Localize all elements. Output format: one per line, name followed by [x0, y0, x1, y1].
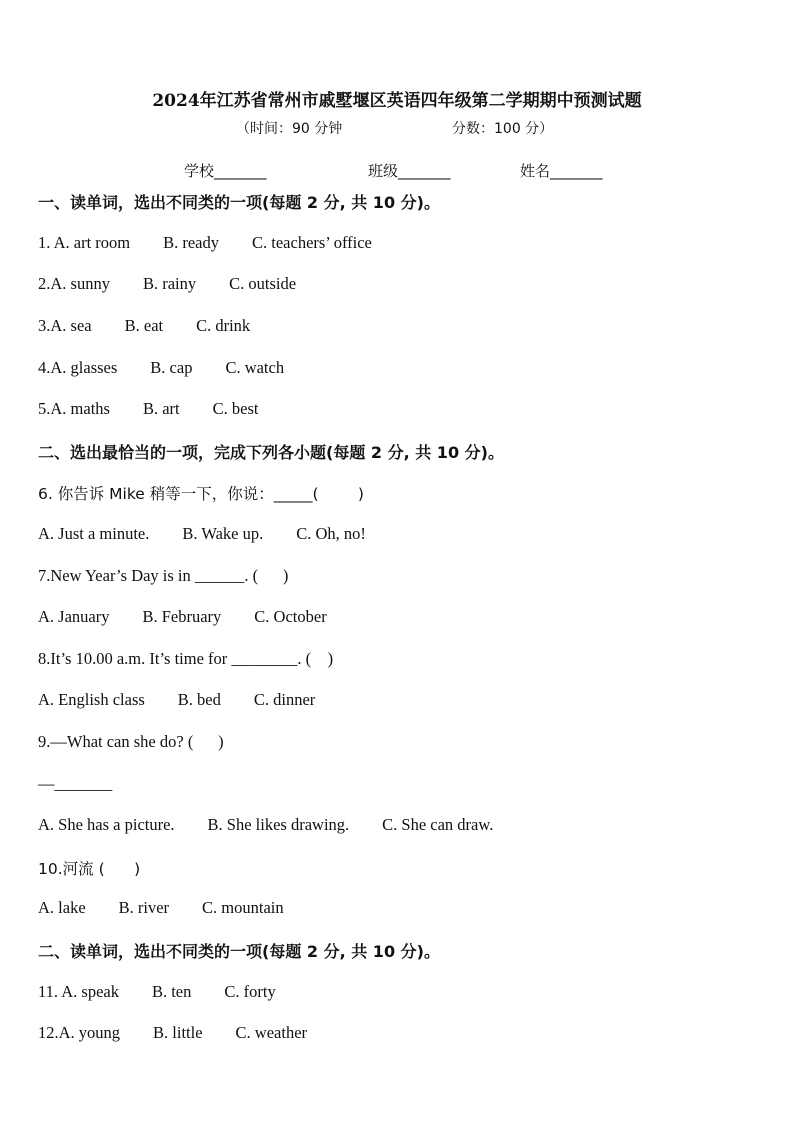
question-12: 12.A. young B. little C. weather — [38, 1023, 308, 1042]
class-field: 班级_______ — [368, 162, 451, 180]
question-11: 11. A. speak B. ten C. forty — [38, 982, 276, 1001]
question-7-options: A. January B. February C. October — [38, 607, 327, 626]
question-8: 8.It’s 10.00 a.m. It’s time for ________. ( ) — [38, 649, 334, 668]
question-10-options: A. lake B. river C. mountain — [38, 898, 284, 917]
section-heading-2: 二、选出最恰当的一项，完成下列各小题(每题 2 分, 共 10 分)。 — [38, 443, 504, 462]
question-7: 7.New Year’s Day is in ______. ( ) — [38, 566, 289, 585]
question-9-blank: —_______ — [38, 774, 113, 793]
question-3: 3.A. sea B. eat C. drink — [38, 316, 251, 335]
exam-score: 分数：100 分） — [452, 121, 554, 137]
school-field: 学校_______ — [184, 162, 267, 180]
question-9: 9.—What can she do? ( ) — [38, 732, 224, 751]
question-2: 2.A. sunny B. rainy C. outside — [38, 274, 297, 293]
section-heading-1: 一、读单词，选出不同类的一项(每题 2 分, 共 10 分)。 — [38, 193, 440, 212]
question-6: 6. 你告诉 Mike 稍等一下，你说：_____( ) — [38, 485, 364, 503]
question-8-options: A. English class B. bed C. dinner — [38, 690, 316, 709]
name-field: 姓名_______ — [520, 162, 603, 180]
question-4: 4.A. glasses B. cap C. watch — [38, 358, 285, 377]
question-10: 10.河流 ( ) — [38, 860, 141, 878]
question-5: 5.A. maths B. art C. best — [38, 399, 259, 418]
question-1: 1. A. art room B. ready C. teachers’ office — [38, 233, 372, 252]
question-6-options: A. Just a minute. B. Wake up. C. Oh, no! — [38, 524, 366, 543]
section-heading-3: 二、读单词，选出不同类的一项(每题 2 分, 共 10 分)。 — [38, 942, 440, 961]
exam-time: （时间：90 分钟 — [236, 121, 343, 137]
page-title: 2024年江苏省常州市戚墅堰区英语四年级第二学期期中预测试题 — [152, 91, 642, 111]
question-9-options: A. She has a picture. B. She likes drawing. C. She can draw. — [38, 815, 494, 834]
